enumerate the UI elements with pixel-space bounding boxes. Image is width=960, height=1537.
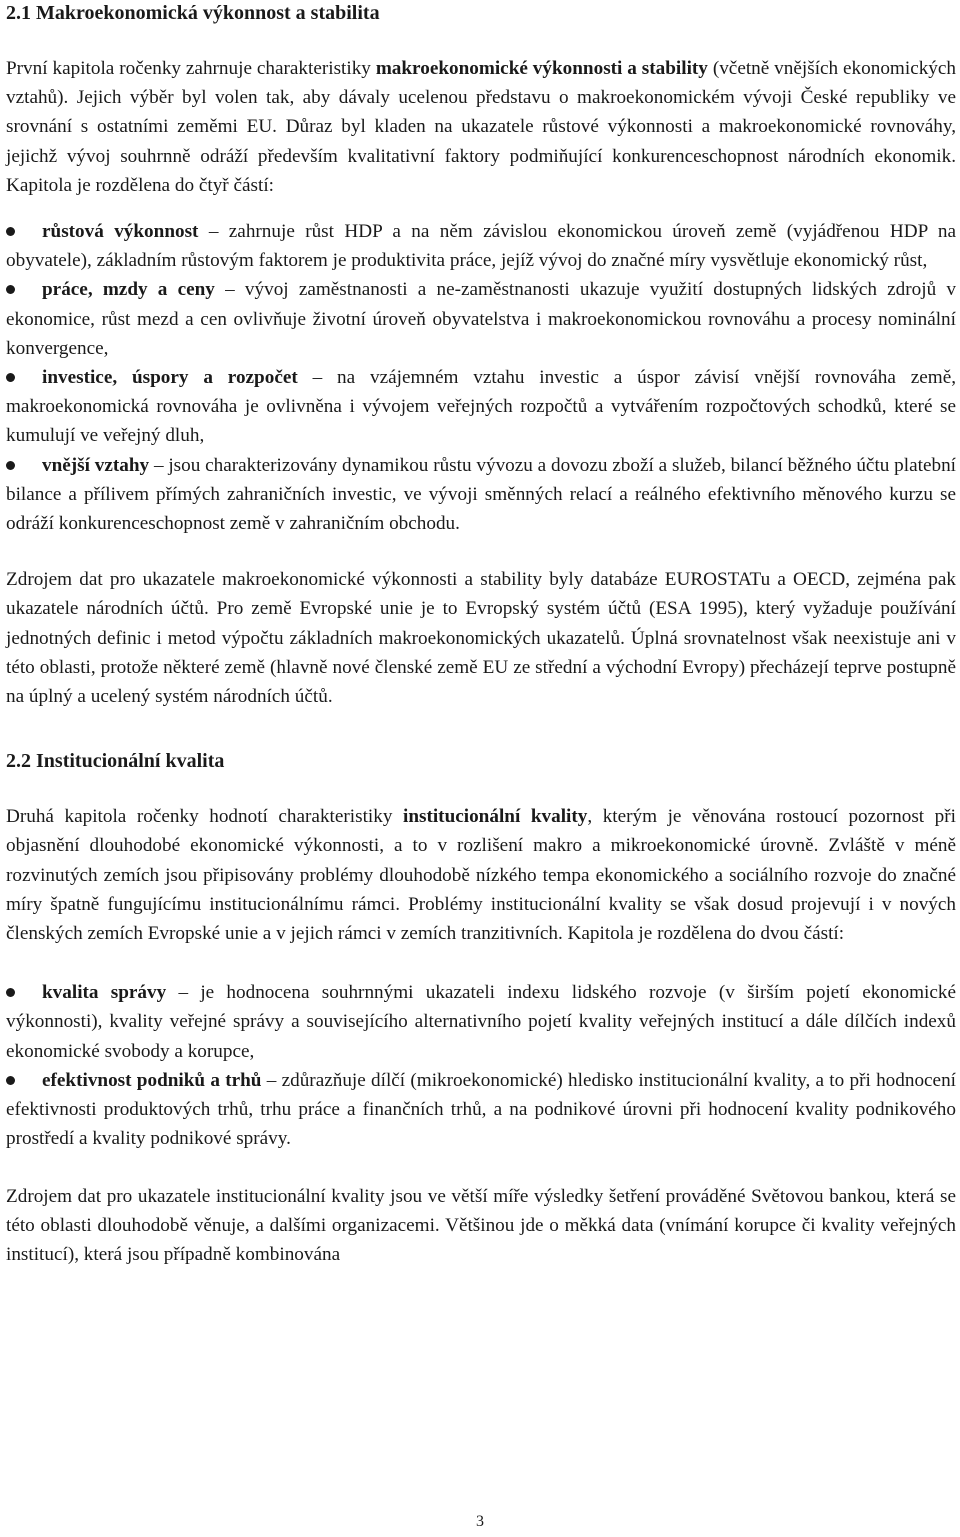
list-item-term: vnější vztahy xyxy=(42,454,150,476)
list-item-term: růstová výkonnost xyxy=(42,221,199,243)
bullet-icon xyxy=(6,461,15,470)
list-item xyxy=(6,275,956,363)
intro-bold-term: institucionální kvality xyxy=(402,806,588,828)
bullet-icon xyxy=(6,988,15,997)
intro-bold-term: makroekonomické výkonnosti a stability xyxy=(375,58,708,79)
list-item-term: investice, úspory a rozpočet xyxy=(42,367,298,389)
section-2-1-bullet-list xyxy=(6,217,956,538)
list-item xyxy=(6,1066,956,1154)
list-item-text: – na vzájemném vztahu investic a úspor závisí vnější rovnováha země, makroekonomická rovnováha je ovlivněna i vývojem veřejných rozpočtů a vytvářením rozpočtových schodků, které se kumulují ve veřejný dluh, xyxy=(6,367,957,447)
list-item-text: – vývoj zaměstnanosti a ne-zaměstnanosti ukazuje využití dostupných lidských zdrojů v ekonomice, růst mezd a cen ovlivňuje životní úroveň obyvatelstva i makroekonomickou rovnováhu a procesy nominální konvergence, xyxy=(6,279,956,359)
list-item-term: efektivnost podniků a trhů xyxy=(42,1069,262,1091)
list-item-term: kvalita správy xyxy=(42,982,167,1004)
intro-text-start: První kapitola ročenky zahrnuje charakteristiky xyxy=(6,58,376,79)
list-item xyxy=(6,978,956,1066)
bullet-icon xyxy=(6,373,15,382)
intro-text-end: (včetně vnějších ekonomických vztahů). Jejich výběr byl volen tak, aby dávaly ucelenou představu o makroekonomickém vývoji České republiky ve srovnání s ostatními zeměmi EU. Důraz byl kladen na ukazatele růstové výkonnosti a makroekonomické rovnováhy, jejichž vývoj souhrnně odráží především kvalitativní faktory podmiňující konkurenceschopnost národních ekonomik. Kapitola je rozdělena do čtyř částí: xyxy=(6,58,957,196)
list-item-term: práce, mzdy a ceny xyxy=(42,279,215,301)
intro-text-start: Druhá kapitola ročenky hodnotí charakteristiky xyxy=(6,806,403,828)
bullet-icon xyxy=(6,227,15,236)
page-number: 3 xyxy=(476,1513,484,1530)
list-item xyxy=(6,451,956,539)
list-item-text: – je hodnocena souhrnnými ukazateli indexu lidského rozvoje (v širším pojetí ekonomické výkonnosti), kvality veřejné správy a souvisejícího alternativního pojetí kvality veřejných institucí a dále dílčích indexů ekonomické svobody a korupce, xyxy=(6,982,956,1062)
list-item-text: – zdůrazňuje dílčí (mikroekonomické) hledisko institucionální kvality, a to při hodnocení efektivnosti produktových trhů, trhu práce a finančních trhů, a na podnikové úrovni při hodnocení kvality podnikového prostředí a kvality podnikové správy. xyxy=(6,1069,956,1150)
bullet-icon xyxy=(6,285,15,294)
section-heading-2-1: 2.1 Makroekonomická výkonnost a stabilita xyxy=(6,2,380,24)
list-item-text: – jsou charakterizovány dynamikou růstu vývozu a dovozu zboží a služeb, bilancí běžného účtu platební bilance a přílivem přímých zahraničních investic, ve vývoji směnných relací a reálného efektivního měnového kurzu se odráží konkurenceschopnost země v zahraničním obchodu. xyxy=(6,454,956,535)
section-2-1-intro-paragraph xyxy=(6,54,956,200)
intro-text-end: , kterým je věnována rostoucí pozornost při objasnění dlouhodobé ekonomické výkonnosti, a to v rozlišení makro a mikroekonomické úrovně. Zvláště v méně rozvinutých zemích jsou připisovány problémy dlouhodobě nízkého tempa ekonomického a sociálního rozvoje do značné míry špatně fungujícímu institucionálnímu rámci. Problémy institucionální kvality se však dosud projevují i v nových členských zemích Evropské unie a v jejich rámci v zemích tranzitivních. Kapitola je rozdělena do dvou částí: xyxy=(6,806,956,945)
section-2-2-bullet-list xyxy=(6,978,956,1153)
list-item-text: – zahrnuje růst HDP a na něm závislou ekonomickou úroveň země (vyjádřenou HDP na obyvatele), základním růstovým faktorem je produktivita práce, jejíž vývoj do značné míry vysvětluje ekonomický růst, xyxy=(6,221,957,272)
section-heading-2-2: 2.2 Institucionální kvalita xyxy=(6,750,225,773)
bullet-icon xyxy=(6,1076,15,1085)
section-2-1-source-paragraph: Zdrojem dat pro ukazatele makroekonomické výkonnosti a stability byly databáze EUROSTATu a OECD, zejména pak ukazatele národních účtů. Pro země Evropské unie je to Evropský systém účtů (ESA 1995), který vyžaduje používání jednotných definic i metod výpočtu základních makroekonomických ukazatelů. Úplná srovnatelnost však neexistuje ani v této oblasti, protože některé země (hlavně nové členské země EU ze střední a východní Evropy) přecházejí teprve postupně na úplný a ucelený systém národních účtů. xyxy=(6,569,956,708)
section-2-2-source-paragraph: Zdrojem dat pro ukazatele institucionální kvality jsou ve větší míře výsledky šetření prováděné Světovou bankou, která se této oblasti dlouhodobě věnuje, a dalšími organizacemi. Většinou jde o měkká data (vnímání korupce či kvality veřejných institucí), která jsou případně kombinována xyxy=(6,1185,956,1265)
document-page xyxy=(6,0,956,1269)
list-item xyxy=(6,217,956,275)
list-item xyxy=(6,363,956,451)
section-2-2-intro-paragraph xyxy=(6,802,956,948)
